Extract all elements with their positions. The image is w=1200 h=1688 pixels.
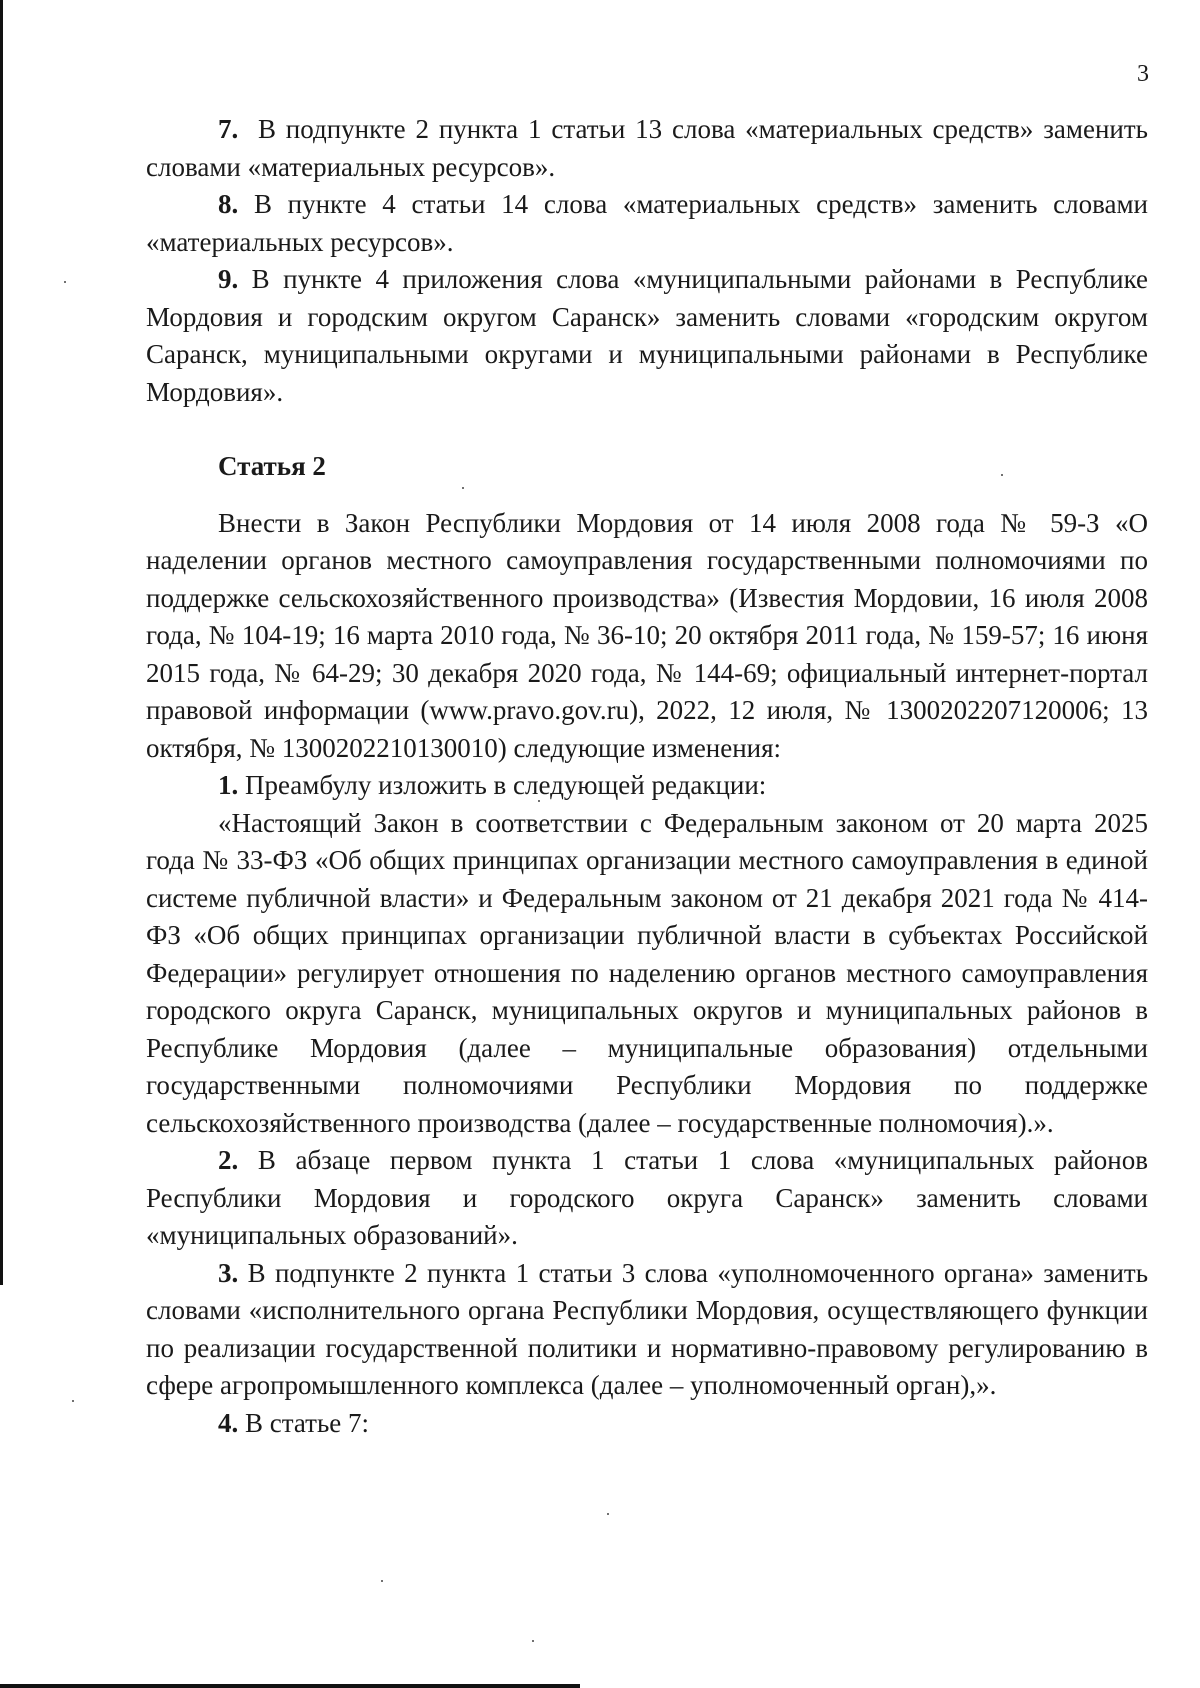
scan-edge-bottom	[0, 1684, 580, 1688]
scan-speck	[381, 1580, 383, 1582]
item-text: Преамбулу изложить в следующей редакции:	[245, 770, 767, 800]
scan-speck	[72, 1400, 74, 1402]
item-text: В абзаце первом пункта 1 статьи 1 слова «муниципальных районов Республики Мордовия и городского округа Саранск» заменить словами «муниципальных образований».	[146, 1145, 1148, 1250]
scan-speck	[532, 1640, 534, 1642]
article-intro-paragraph: Внести в Закон Республики Мордовия от 14 июля 2008 года № 59-З «О наделении органов местного самоуправления государственными полномочиями по поддержке сельскохозяйственного производства» (Известия Мордовии, 16 июля 2008 года, № 104-19; 16 марта 2010 года, № 36-10; 20 октября 2011 года, № 159-57; 16 июня 2015 года, № 64-29; 30 декабря 2020 года, № 144-69; официальный интернет-портал правовой информации (www.pravo.gov.ru), 2022, 12 июля, № 1300202207120006; 13 октября, № 1300202210130010) следующие изменения:	[146, 507, 1148, 763]
item-text: В подпункте 2 пункта 1 статьи 3 слова «уполномоченного органа» заменить словами «исполнительного органа Республики Мордовия, осуществляющего функции по реализации государственной политики и нормативно-правовому регулированию в сфере агропромышленного комплекса (далее – уполномоченный орган),».	[146, 1257, 1149, 1400]
paragraph-item-1	[146, 767, 1148, 805]
page-number: 3	[1137, 61, 1149, 87]
item-text: В пункте 4 статьи 14 слова «материальных средств» заменить словами «материальных ресурсов».	[146, 189, 1148, 257]
scan-edge-left	[0, 0, 3, 1285]
scan-speck	[64, 281, 66, 283]
scan-speck	[607, 1513, 609, 1515]
item-text: В подпункте 2 пункта 1 статьи 13 слова «материальных средств» заменить словами «материальных ресурсов».	[146, 114, 1148, 182]
item-number: 9.	[218, 264, 239, 294]
paragraph-item-8	[146, 186, 1148, 261]
paragraph-item-4	[146, 1405, 1148, 1443]
item-number: 4.	[218, 1407, 239, 1438]
document-body	[146, 111, 1148, 1442]
scan-speck	[538, 800, 540, 802]
scan-speck	[462, 487, 464, 489]
paragraph-item-2	[146, 1142, 1148, 1255]
scan-speck	[1001, 474, 1003, 476]
article-heading: Статья 2	[218, 451, 326, 481]
item-number: 3.	[218, 1257, 239, 1288]
paragraph-item-7	[146, 111, 1148, 186]
paragraph-item-9	[146, 261, 1148, 411]
item-number: 2.	[218, 1145, 239, 1175]
item-number: 8.	[218, 189, 239, 219]
paragraph-item-3	[146, 1255, 1148, 1405]
item-text: В пункте 4 приложения слова «муниципальными районами в Республике Мордовия и городским округом Саранск» заменить словами «городским округом Саранск, муниципальными округами и муниципальными районами в Республике Мордовия».	[146, 264, 1149, 407]
item-number: 1.	[218, 770, 239, 800]
item-text: В статье 7:	[245, 1407, 370, 1438]
preamble-quote-paragraph: «Настоящий Закон в соответствии с Федеральным законом от 20 марта 2025 года № 33-ФЗ «Об общих принципах организации местного самоуправления в единой системе публичной власти» и Федеральным законом от 21 декабря 2021 года № 414-ФЗ «Об общих принципах организации публичной власти в субъектах Российской Федерации» регулирует отношения по наделению органов местного самоуправления городского округа Саранск, муниципальных округов и муниципальных районов в Республике Мордовия (далее – муниципальные образования) отдельными государственными полномочиями Республики Мордовия по поддержке сельскохозяйственного производства (далее – государственные полномочия).».	[146, 807, 1148, 1138]
item-number: 7.	[218, 114, 239, 144]
